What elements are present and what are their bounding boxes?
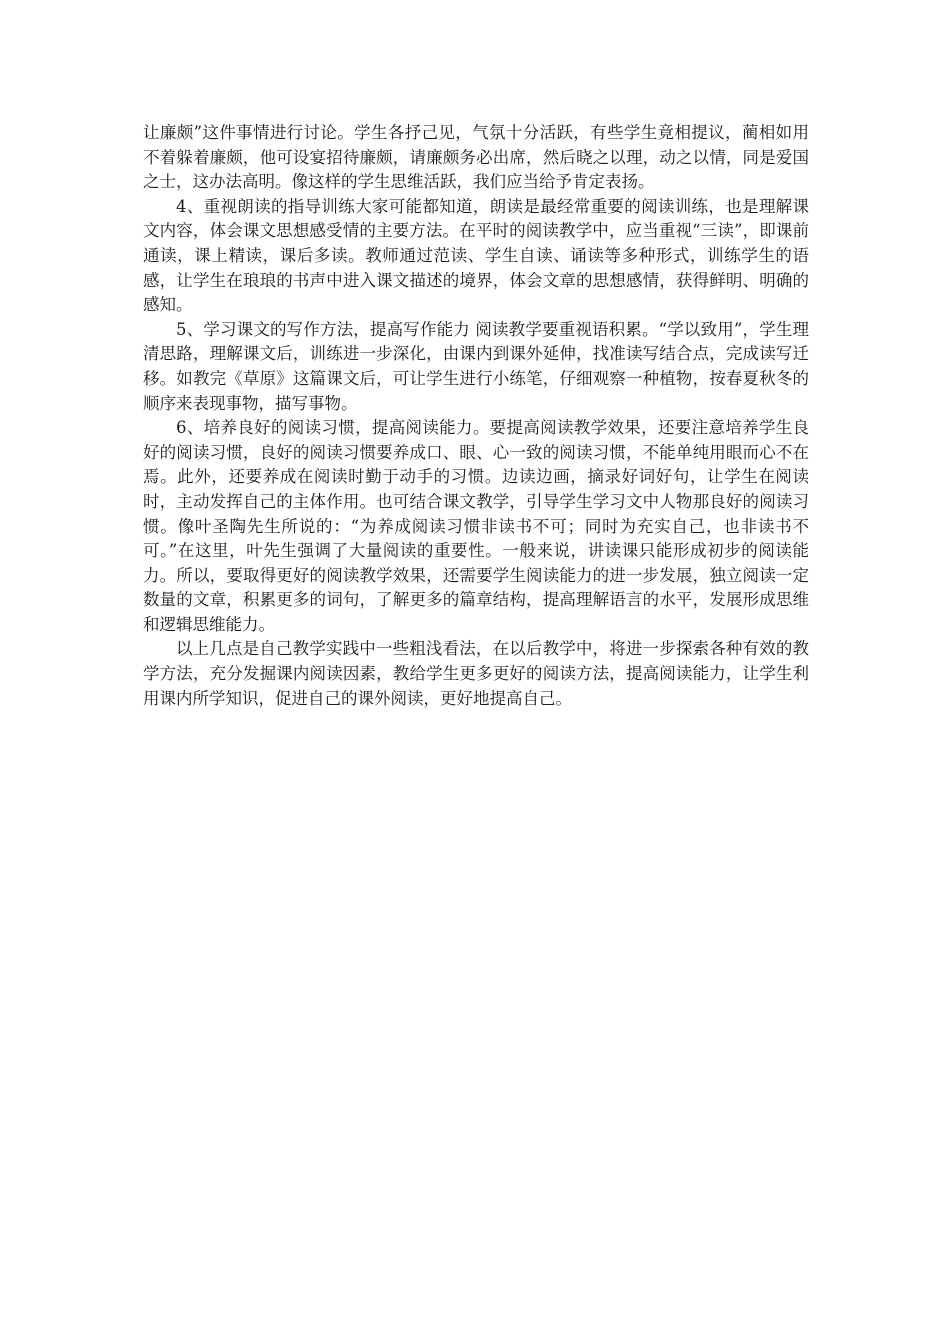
body-text <box>143 121 809 711</box>
paragraph-writing-methods: 5、学习课文的写作方法，提高写作能力 阅读教学要重视语积累。“学以致用”，学生理清思路，理解课文后，训练进一步深化，由课内到课外延伸，找准读写结合点，完成读写迁移。如教完《草原》这篇课文后，可让学生进行小练笔，仔细观察一种植物，按春夏秋冬的顺序来表现事物，描写事物。 <box>143 319 809 413</box>
paragraph-reading-habits: 6、培养良好的阅读习惯，提高阅读能力。要提高阅读教学效果，还要注意培养学生良好的阅读习惯，良好的阅读习惯要养成口、眼、心一致的阅读习惯，不能单纯用眼而心不在焉。此外，还要养成在阅读时勤于动手的习惯。边读边画，摘录好词好句，让学生在阅读时，主动发挥自己的主体作用。也可结合课文教学，引导学生学习文中人物那良好的阅读习惯。像叶圣陶先生所说的：“为养成阅读习惯非读书不可；同时为充实自己，也非读书不可。”在这里，叶先生强调了大量阅读的重要性。一般来说，讲读课只能形成初步的阅读能力。所以，要取得更好的阅读教学效果，还需要学生阅读能力的进一步发展，独立阅读一定数量的文章，积累更多的词句，了解更多的篇章结构，提高理解语言的水平，发展形成思维和逻辑思维能力。 <box>143 418 809 634</box>
paragraph-reading-aloud: 4、重视朗读的指导训练大家可能都知道，朗读是最经常重要的阅读训练，也是理解课文内容，体会课文思想感受情的主要方法。在平时的阅读教学中，应当重视“三读”，即课前通读，课上精读，课后多读。教师通过范读、学生自读、诵读等多种形式，训练学生的语感，让学生在琅琅的书声中进入课文描述的境界，体会文章的思想感情，获得鲜明、明确的感知。 <box>143 196 809 315</box>
paragraph-conclusion: 以上几点是自己教学实践中一些粗浅看法，在以后教学中，将进一步探索各种有效的教学方法，充分发掘课内阅读因素，教给学生更多更好的阅读方法，提高阅读能力，让学生利用课内所学知识，促进自己的课外阅读，更好地提高自己。 <box>143 639 809 708</box>
paragraph-continuation: 让廉颇”这件事情进行讨论。学生各抒己见，气氛十分活跃，有些学生竟相提议，蔺相如用不着躲着廉颇，他可设宴招待廉颇，请廉颇务必出席，然后晓之以理，动之以情，同是爱国之士，这办法高明。像这样的学生思维活跃，我们应当给予肯定表扬。 <box>143 123 809 192</box>
